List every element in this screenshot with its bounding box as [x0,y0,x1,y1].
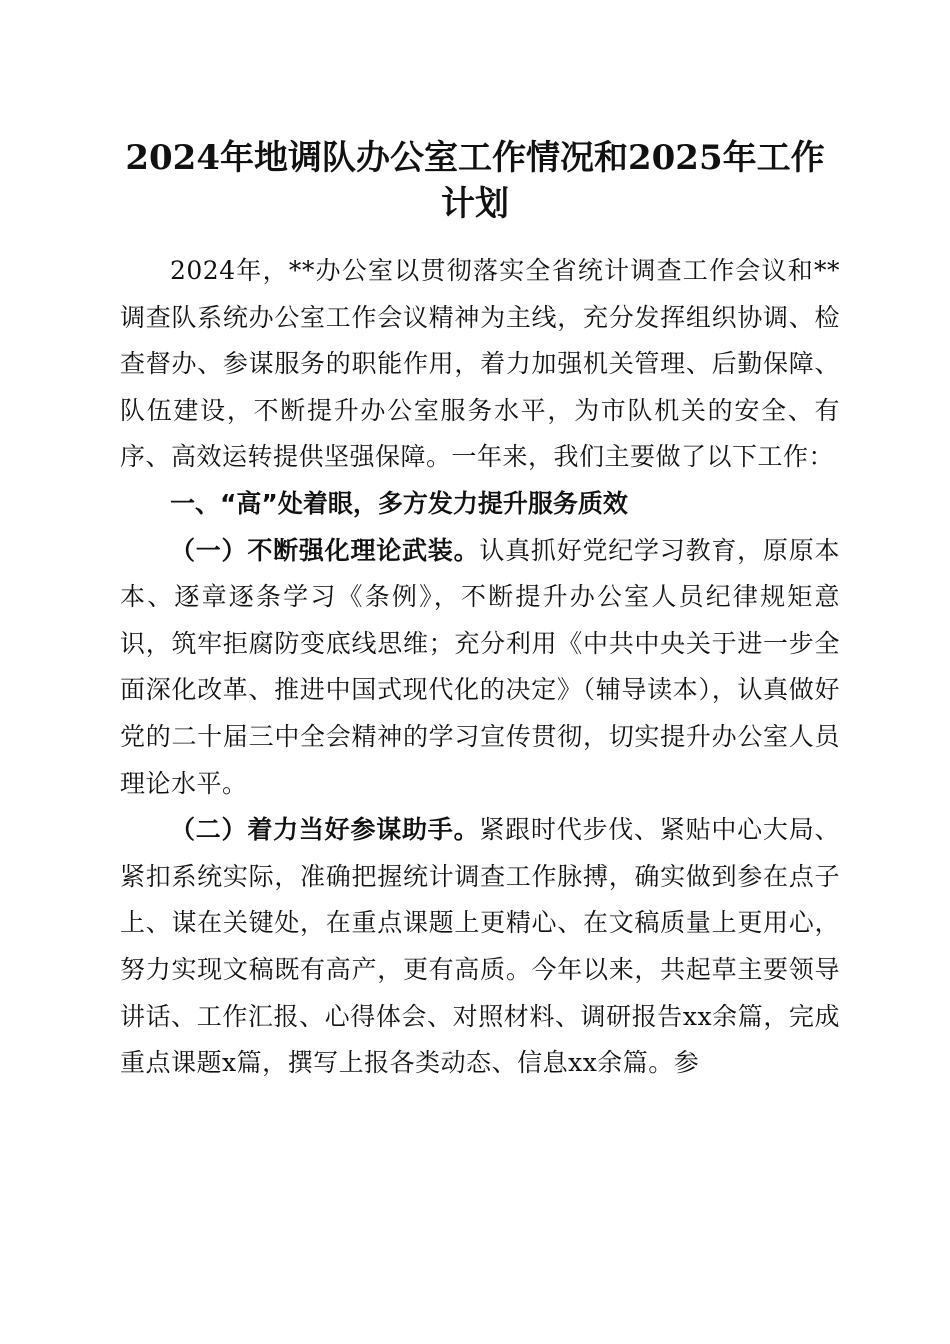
section-heading-1: 一、“高”处着眼，多方发力提升服务质效 [170,488,628,518]
item-1-body: 认真抓好党纪学习教育，原原本本、逐章逐条学习《条例》，不断提升办公室人员纪律规矩意识，筑牢拒腐防变底线思维；充分利用《中共中央关于进一步全面深化改革、推进中国式现代化的决定》（辅导读本），认真做好党的二十届三中全会精神的学习宣传贯彻，切实提升办公室人员理论水平。 [120,535,840,798]
title-line-2: 计划 [441,184,509,224]
item-2-body: 紧跟时代步伐、紧贴中心大局、紧扣系统实际，准确把握统计调查工作脉搏，确实做到参在点子上、谋在关键处，在重点课题上更精心、在文稿质量上更用心，努力实现文稿既有高产，更有高质。今年以来，共起草主要领导讲话、工作汇报、心得体会、对照材料、调研报告xx余篇，完成重点课题x篇，撰写上报各类动态、信息xx余篇。参 [120,815,840,1078]
item-paragraph-1 [120,528,840,808]
document-body [120,248,840,1087]
item-1-lead: （一）不断强化理论武装。 [170,535,480,565]
item-paragraph-2 [120,807,840,1087]
item-2-lead: （二）着力当好参谋助手。 [170,815,480,845]
intro-paragraph: 2024年，**办公室以贯彻落实全省统计调查工作会议和**调查队系统办公室工作会议精神为主线，充分发挥组织协调、检查督办、参谋服务的职能作用，着力加强机关管理、后勤保障、队伍建设，不断提升办公室服务水平，为市队机关的安全、有序、高效运转提供坚强保障。一年来，我们主要做了以下工作： [120,256,840,472]
page-title [110,135,840,227]
title-line-1: 2024年地调队办公室工作情况和2025年工作 [125,138,825,178]
